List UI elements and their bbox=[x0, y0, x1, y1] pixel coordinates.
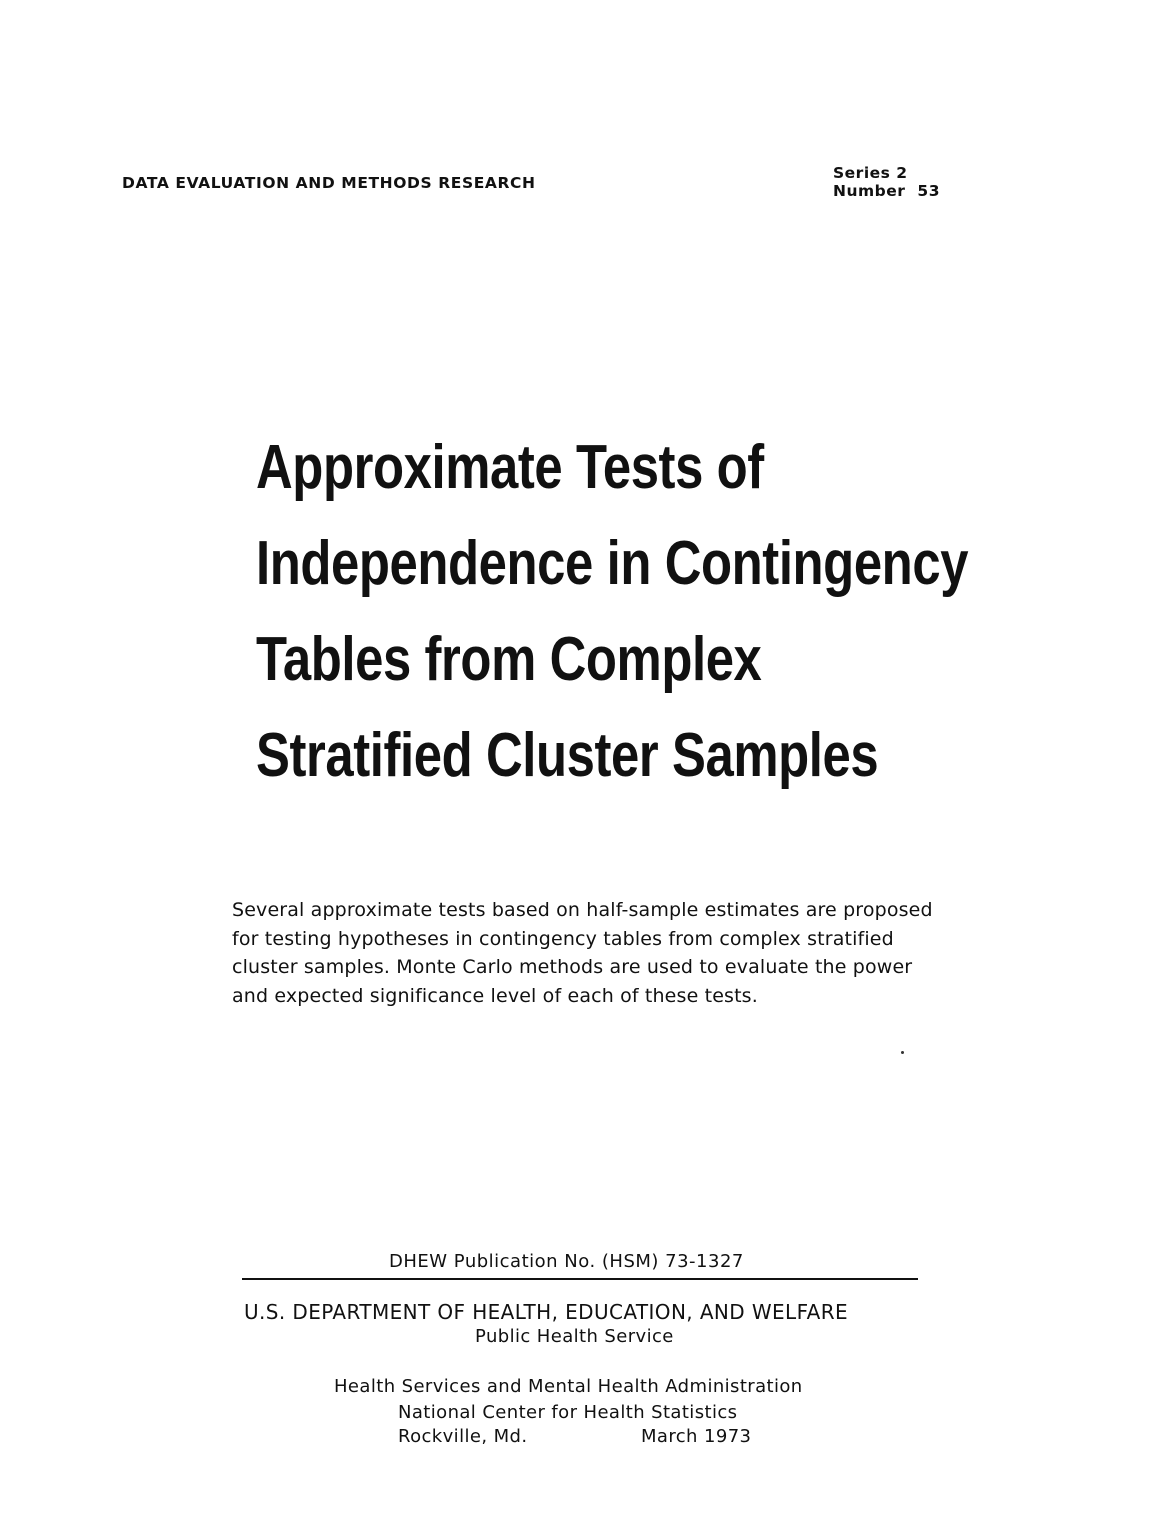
title-line: Approximate Tests of bbox=[256, 433, 764, 502]
administration-name: Health Services and Mental Health Administration bbox=[334, 1376, 803, 1397]
publication-date: March 1973 bbox=[641, 1426, 752, 1447]
number-value: 53 bbox=[917, 182, 940, 200]
scan-speck bbox=[901, 1051, 904, 1054]
abstract-line: for testing hypotheses in contingency tables from complex stratified bbox=[232, 927, 894, 950]
department-name: U.S. DEPARTMENT OF HEALTH, EDUCATION, AND WELFARE bbox=[244, 1300, 849, 1324]
series-number-block bbox=[833, 164, 940, 200]
center-name: National Center for Health Statistics bbox=[398, 1402, 738, 1423]
publication-number: DHEW Publication No. (HSM) 73-1327 bbox=[389, 1251, 744, 1272]
report-title bbox=[256, 420, 969, 804]
divider-rule bbox=[242, 1278, 918, 1280]
publication-place: Rockville, Md. bbox=[398, 1426, 528, 1447]
abstract-line: and expected significance level of each of these tests. bbox=[232, 984, 758, 1007]
title-line: Stratified Cluster Samples bbox=[256, 721, 879, 790]
abstract-line: Several approximate tests based on half-sample estimates are proposed bbox=[232, 899, 933, 921]
title-line: Independence in Contingency bbox=[256, 529, 969, 598]
title-line: Tables from Complex bbox=[256, 625, 762, 694]
abstract-line: cluster samples. Monte Carlo methods are used to evaluate the power bbox=[232, 956, 913, 978]
number-line bbox=[833, 182, 940, 200]
number-label: Number bbox=[833, 182, 906, 200]
service-name: Public Health Service bbox=[475, 1326, 674, 1347]
series-label: Series 2 bbox=[833, 164, 908, 182]
abstract bbox=[232, 896, 952, 1010]
series-heading: DATA EVALUATION AND METHODS RESEARCH bbox=[122, 174, 536, 192]
